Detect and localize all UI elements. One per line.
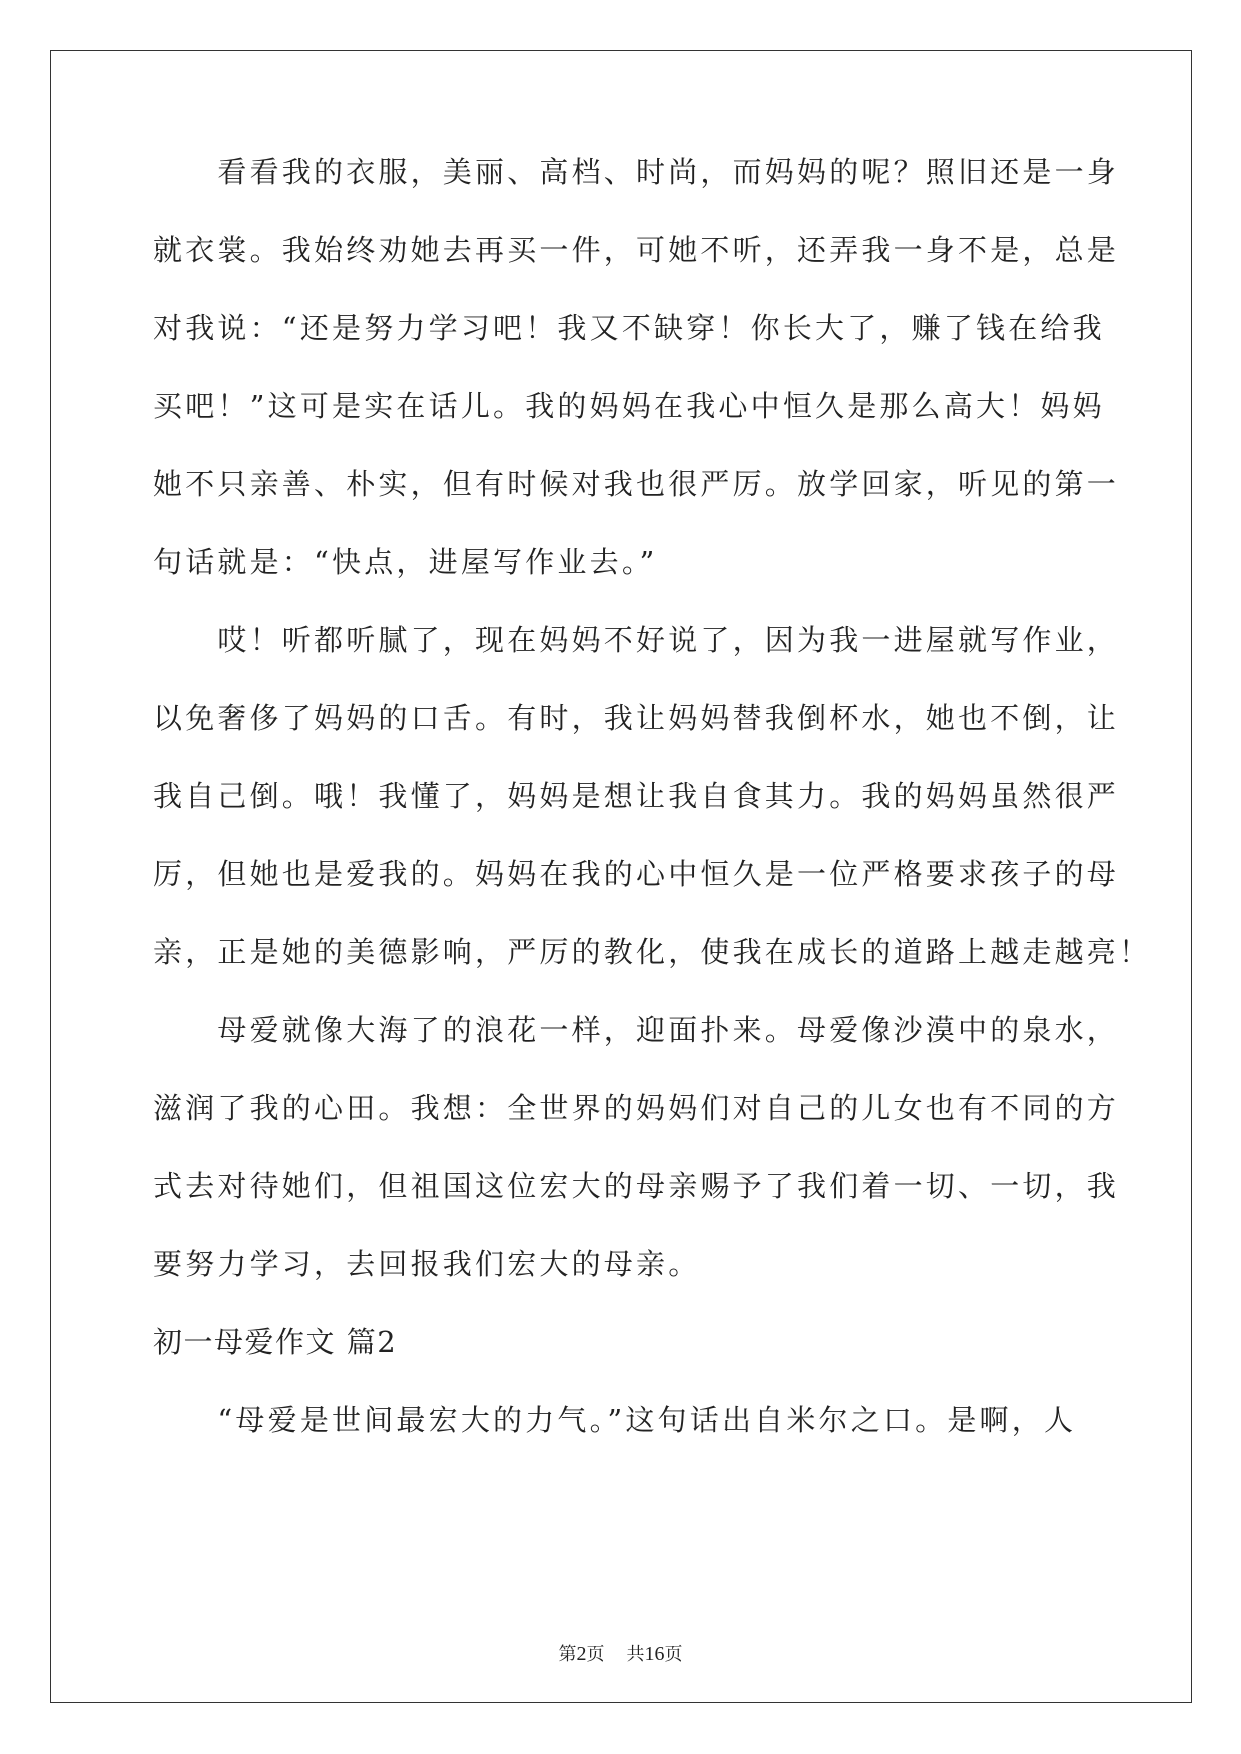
total-pages: 16 bbox=[644, 1643, 665, 1665]
text-line: 式去对待她们，但祖国这位宏大的母亲赐予了我们着一切、一切，我 bbox=[153, 1169, 1120, 1203]
text-line: 滋润了我的心田。我想：全世界的妈妈们对自己的儿女也有不同的方 bbox=[153, 1091, 1120, 1125]
text-line: 以免奢侈了妈妈的口舌。有时，我让妈妈替我倒杯水，她也不倒，让 bbox=[153, 701, 1120, 735]
page-footer bbox=[0, 1642, 1241, 1667]
text-line: 母爱就像大海了的浪花一样，迎面扑来。母爱像沙漠中的泉水， bbox=[153, 1013, 1120, 1047]
text-line: 我自己倒。哦！我懂了，妈妈是想让我自食其力。我的妈妈虽然很严 bbox=[153, 779, 1120, 813]
text-line: 亲，正是她的美德影响，严厉的教化，使我在成长的道路上越走越亮！ bbox=[153, 935, 1152, 969]
text-line: 要努力学习，去回报我们宏大的母亲。 bbox=[153, 1247, 701, 1281]
text-line: 句话就是：“快点，进屋写作业去。” bbox=[153, 545, 658, 579]
page-number: 2 bbox=[576, 1643, 587, 1665]
page-prefix: 第 bbox=[558, 1644, 577, 1665]
text-line: 看看我的衣服，美丽、高档、时尚，而妈妈的呢？照旧还是一身 bbox=[153, 155, 1120, 189]
text-line: 她不只亲善、朴实，但有时候对我也很严厉。放学回家，听见的第一 bbox=[153, 467, 1120, 501]
text-line: “母爱是世间最宏大的力气。”这句话出自米尔之口。是啊，人 bbox=[153, 1403, 1077, 1437]
section-heading: 初一母爱作文 篇2 bbox=[153, 1325, 398, 1359]
text-line: 买吧！”这可是实在话儿。我的妈妈在我心中恒久是那么高大！妈妈 bbox=[153, 389, 1105, 423]
text-line: 厉，但她也是爱我的。妈妈在我的心中恒久是一位严格要求孩子的母 bbox=[153, 857, 1120, 891]
text-line: 对我说：“还是努力学习吧！我又不缺穿！你长大了，赚了钱在给我 bbox=[153, 311, 1105, 345]
total-prefix: 共 bbox=[626, 1644, 645, 1665]
text-line: 哎！听都听腻了，现在妈妈不好说了，因为我一进屋就写作业， bbox=[153, 623, 1120, 657]
page-suffix: 页 bbox=[586, 1644, 605, 1665]
text-line: 就衣裳。我始终劝她去再买一件，可她不听，还弄我一身不是，总是 bbox=[153, 233, 1120, 267]
total-suffix: 页 bbox=[664, 1644, 683, 1665]
